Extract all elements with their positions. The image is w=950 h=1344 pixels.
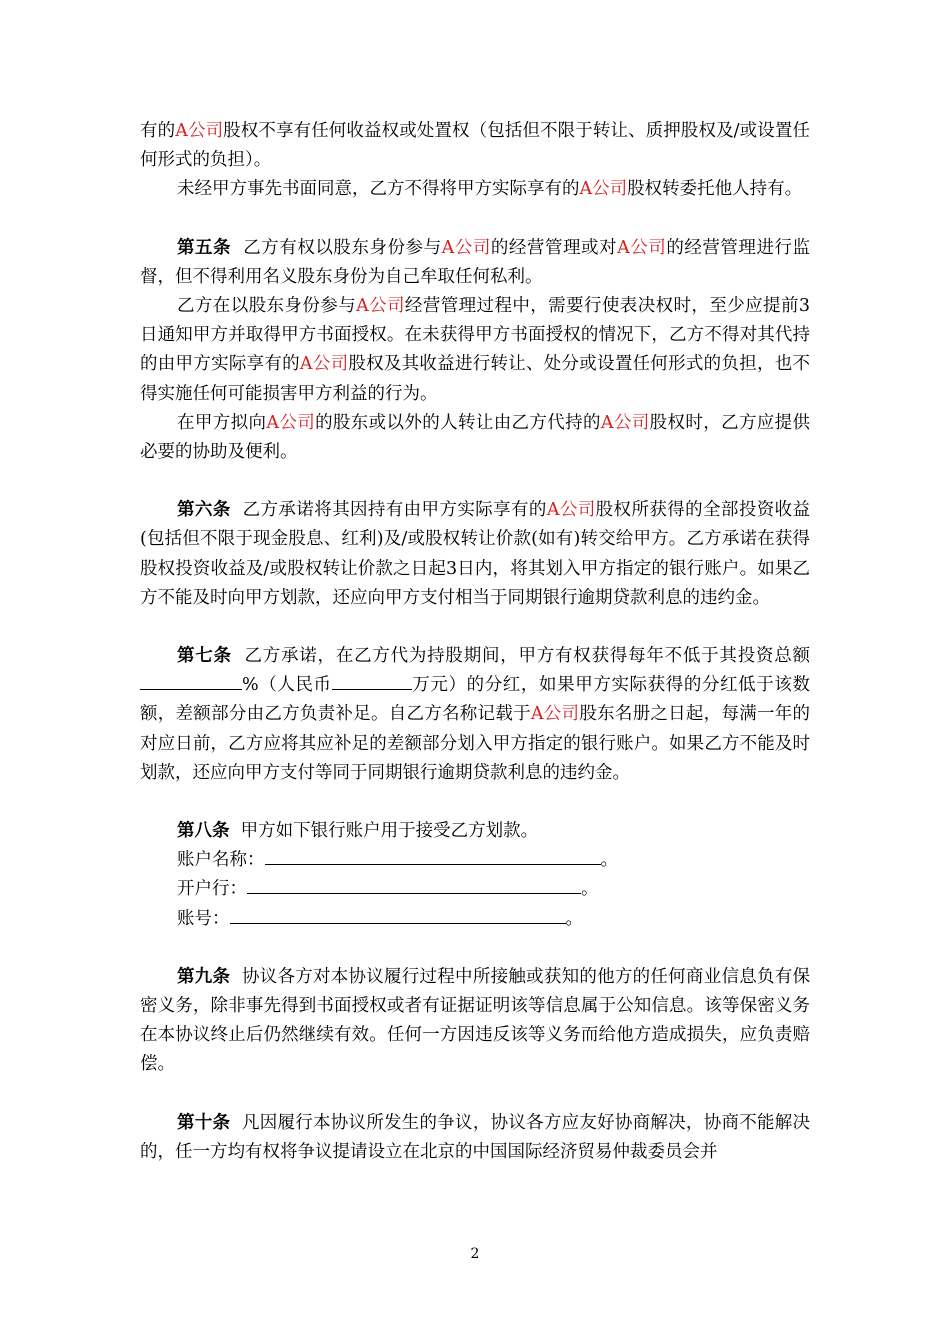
bank-blank <box>247 877 581 894</box>
company-name: A公司 <box>579 179 628 200</box>
article-8: 第八条 甲方如下银行账户用于接受乙方划款。 <box>177 821 539 842</box>
page-number: 2 <box>470 1246 480 1262</box>
company-name: A公司 <box>266 412 316 433</box>
bank-line: 开户行： 。 <box>177 879 599 900</box>
document-body <box>140 117 810 1167</box>
amount-blank <box>332 673 412 690</box>
account-name-blank <box>265 848 601 865</box>
company-name: A公司 <box>356 296 405 317</box>
paragraph: 乙方在以股东身份参与A公司经营管理过程中，需要行使表决权时，至少应提前3日通知甲方并取得甲方书面授权。在未获得甲方书面授权的情况下，乙方不得对其代持的由甲方实际享有的A公司股权及其收益进行转让、处分或设置任何形式的负担，也不得实施任何可能损害甲方利益的行为。 <box>140 296 811 404</box>
article-title: 第五条 <box>177 237 232 258</box>
company-name: A公司 <box>175 121 224 141</box>
article-title: 第六条 <box>177 500 231 521</box>
paragraph: 未经甲方事先书面同意，乙方不得将甲方实际享有的A公司股权转委托他人持有。 <box>177 179 803 200</box>
paragraph: 有的A公司股权不享有任何收益权或处置权（包括但不限于转让、质押股权及/或设置任何形式的负担）。 <box>140 121 810 171</box>
paragraph: 在甲方拟向A公司的股东或以外的人转让由乙方代持的A公司股权时，乙方应提供必要的协助及便利。 <box>140 412 811 463</box>
company-name: A公司 <box>530 704 580 725</box>
article-5: 第五条 乙方有权以股东身份参与A公司的经营管理或对A公司的经营管理进行监督，但不得利用名义股东身份为自己牟取任何私利。 <box>140 237 811 287</box>
company-name: A公司 <box>546 500 596 521</box>
article-9: 第九条 协议各方对本协议履行过程中所接触或获知的他方的任何商业信息负有保密义务，除非事先得到书面授权或者有证据证明该等信息属于公知信息。该等保密义务在本协议终止后仍然继续有效。任何一方因违反该等义务而给他方造成损失，应负责赔偿。 <box>140 966 810 1075</box>
account-no-blank <box>230 907 566 924</box>
article-6: 第六条 乙方承诺将其因持有由甲方实际享有的A公司股权所获得的全部投资收益(包括但不限于现金股息、红利)及/或股权转让价款(如有)转交给甲方。乙方承诺在获得股权投资收益及/或股权转让价款之日起3日内，将其划入甲方指定的银行账户。如果乙方不能及时向甲方划款，还应向甲方支付相当于同期银行逾期贷款利息的违约金。 <box>140 500 811 608</box>
company-name: A公司 <box>441 237 491 258</box>
account-name-line: 账户名称： 。 <box>177 850 618 871</box>
article-title: 第十条 <box>177 1112 231 1133</box>
article-title: 第七条 <box>177 646 232 667</box>
article-10: 第十条 凡因履行本协议所发生的争议，协议各方应友好协商解决，协商不能解决的，任一方均有权将争议提请设立在北京的中国国际经济贸易仲裁委员会并 <box>140 1112 810 1162</box>
article-title: 第九条 <box>177 966 231 987</box>
company-name: A公司 <box>617 237 667 258</box>
company-name: A公司 <box>600 412 650 433</box>
account-no-line: 账号： 。 <box>177 908 583 929</box>
company-name: A公司 <box>299 354 349 375</box>
article-title: 第八条 <box>177 821 230 842</box>
percent-blank <box>140 673 242 690</box>
article-7: 第七条 乙方承诺，在乙方代为持股期间，甲方有权获得每年不低于其投资总额%（人民币 万元）的分红，如果甲方实际获得的分红低于该数额，差额部分由乙方负责补足。自乙方名称记载于A公司股东名册之日起，每满一年的对应日前，乙方应将其应补足的差额部分划入甲方指定的银行账户。如果乙方不能及时划款，还应向甲方支付等同于同期银行逾期贷款利息的违约金。 <box>140 646 811 783</box>
